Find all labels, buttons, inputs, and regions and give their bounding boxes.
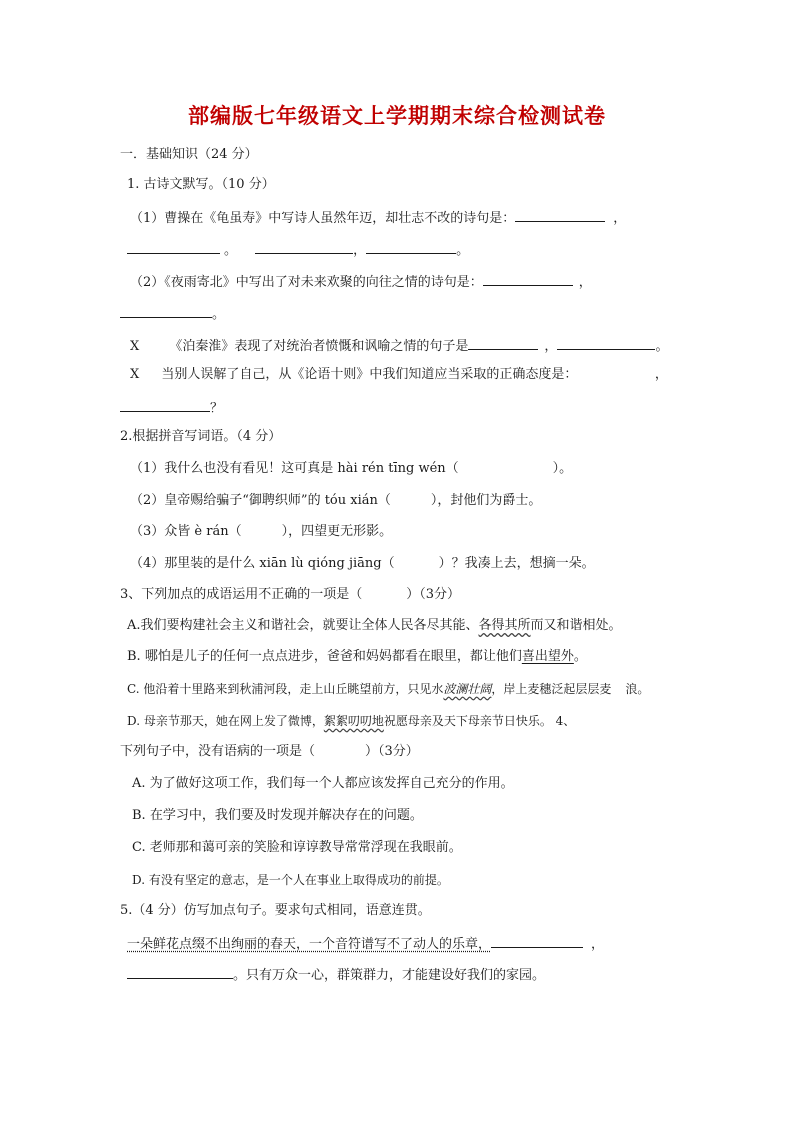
q2-item4-end: ）？我凑上去，想摘一朵。 (438, 556, 595, 571)
q3-option-b (127, 648, 587, 666)
answer-blank[interactable] (483, 272, 573, 286)
option-text: 。 (573, 649, 587, 664)
q2-item2-text: （2）皇帝赐给骗子“御聘织师”的 tóu xián（ (130, 493, 391, 508)
model-sentence: 一朵鲜花点缀不出绚丽的春天，一个音符谱写不了动人的乐章， (127, 937, 492, 952)
q1-item1 (130, 208, 626, 228)
comma: ， (654, 367, 668, 382)
item-marker: X (130, 367, 140, 382)
q5-tail-text: 。只有万众一心，群策群力，才能建设好我们的家园。 (233, 968, 546, 983)
q1-item2-text: （2）《夜雨寄北》中写出了对未来欢聚的向往之情的诗句是： (130, 275, 483, 290)
q1-item2-cont (120, 304, 225, 324)
q4-heading-end: ）（3分） (365, 744, 419, 759)
option-text: B. 哪怕是儿子的任何一点点进步，爸爸和妈妈都看在眼里，都让他们 (127, 649, 522, 664)
answer-blank[interactable] (557, 336, 655, 350)
option-text: 祝愿母亲及天下母亲节日快乐。 4、 (383, 714, 576, 728)
q2-heading: 2.根据拼音写词语。（4 分） (120, 429, 282, 444)
q2-item1 (130, 460, 572, 478)
idiom: 喜出望外 (521, 649, 574, 664)
idiom: 各得其所 (478, 618, 531, 633)
q5-tail-line (127, 965, 545, 985)
answer-blank[interactable] (468, 336, 538, 350)
q3-option-c (127, 680, 649, 698)
period: 。 (456, 243, 470, 258)
answer-blank[interactable] (127, 240, 220, 254)
q1-heading: 1. 古诗文默写。（10 分） (127, 177, 275, 192)
q2-item4-text: （4）那里装的是什么 xiān lù qióng jiāng（ (130, 556, 395, 571)
q3-heading (120, 586, 460, 604)
answer-blank[interactable] (491, 934, 583, 948)
q1-item2 (130, 272, 592, 292)
q5-sentence-line (127, 934, 604, 954)
answer-blank[interactable] (120, 398, 210, 412)
q1-item1-text: （1）曹操在《龟虽寿》中写诗人虽然年迈，却壮志不改的诗句是： (130, 211, 516, 226)
q1-item4 (130, 366, 668, 384)
q3-heading-end: ）（3分） (406, 587, 461, 602)
q2-item2-end: ），封他们为爵士。 (430, 493, 542, 508)
q1-item3 (130, 336, 668, 356)
q1-item1-cont (127, 240, 469, 260)
option-text: D. 母亲节那天，她在网上发了微博， (127, 714, 324, 728)
period: 。 (224, 243, 238, 258)
q1-item3-text: 《泊秦淮》表现了对统治者愤慨和讽喻之情的句子是 (169, 339, 469, 354)
q3-option-d (127, 712, 575, 730)
answer-blank[interactable] (366, 240, 456, 254)
q2-item1-text: （1）我什么也没有看见！这可真是 hài rén tīng wén（ (130, 461, 459, 476)
option-text: ，岸上麦穗泛起层层麦 (491, 682, 612, 696)
q4-heading (120, 743, 419, 761)
option-text: 浪。 (625, 682, 650, 696)
q2-item3-end: ），四望更无形影。 (281, 524, 393, 539)
page-title: 部编版七年级语文上学期期末综合检测试卷 (188, 104, 606, 128)
q2-item1-end: ）。 (552, 461, 573, 476)
question-mark: ？ (210, 401, 224, 416)
q1-item4-text: 当别人误解了自己，从《论语十则》中我们知道应当采取的正确态度是： (161, 367, 571, 382)
option-text: C. 他沿着十里路来到秋浦河段，走上山丘眺望前方，只见水 (127, 682, 444, 696)
comma: ， (578, 275, 592, 290)
answer-blank[interactable] (255, 240, 353, 254)
comma: ， (591, 937, 605, 952)
q2-item2 (130, 492, 541, 510)
section-heading: 一．基础知识（24 分） (120, 147, 258, 162)
comma: ， (613, 211, 627, 226)
answer-blank[interactable] (120, 304, 212, 318)
comma: ， (353, 243, 367, 258)
q1-item4-cont (120, 398, 223, 418)
q3-heading-text: 3、下列加点的成语运用不正确的一项是（ (120, 587, 363, 602)
period: 。 (212, 307, 226, 322)
option-text: 而又和谐相处。 (530, 618, 622, 633)
q2-item3 (130, 523, 392, 541)
q4-heading-text: 下列句子中，没有语病的一项是（ (120, 744, 316, 759)
answer-blank[interactable] (127, 965, 233, 979)
q3-option-a (127, 617, 622, 635)
q2-item4 (130, 555, 595, 573)
q4-option-c: C. 老师那和蔼可亲的笑脸和谆谆教导常常浮现在我眼前。 (132, 840, 462, 855)
period: 。 (655, 339, 669, 354)
q4-option-a: A. 为了做好这项工作，我们每一个人都应该发挥自己充分的作用。 (132, 776, 514, 791)
q2-item3-text: （3）众皆 è rán（ (130, 524, 242, 539)
idiom: 絮絮叨叨地 (323, 714, 384, 728)
idiom: 波澜壮阔 (443, 682, 492, 696)
answer-blank[interactable] (515, 208, 605, 222)
q4-option-d: D. 有没有坚定的意志，是一个人在事业上取得成功的前提。 (132, 873, 449, 887)
q4-option-b: B. 在学习中，我们要及时发现并解决存在的问题。 (132, 808, 423, 823)
option-text: A.我们要构建社会主义和谐社会，就要让全体人民各尽其能、 (127, 618, 479, 633)
comma: ， (544, 339, 558, 354)
item-marker: X (130, 339, 140, 354)
q5-heading: 5.（4 分）仿写加点句子。要求句式相同，语意连贯。 (120, 903, 431, 918)
